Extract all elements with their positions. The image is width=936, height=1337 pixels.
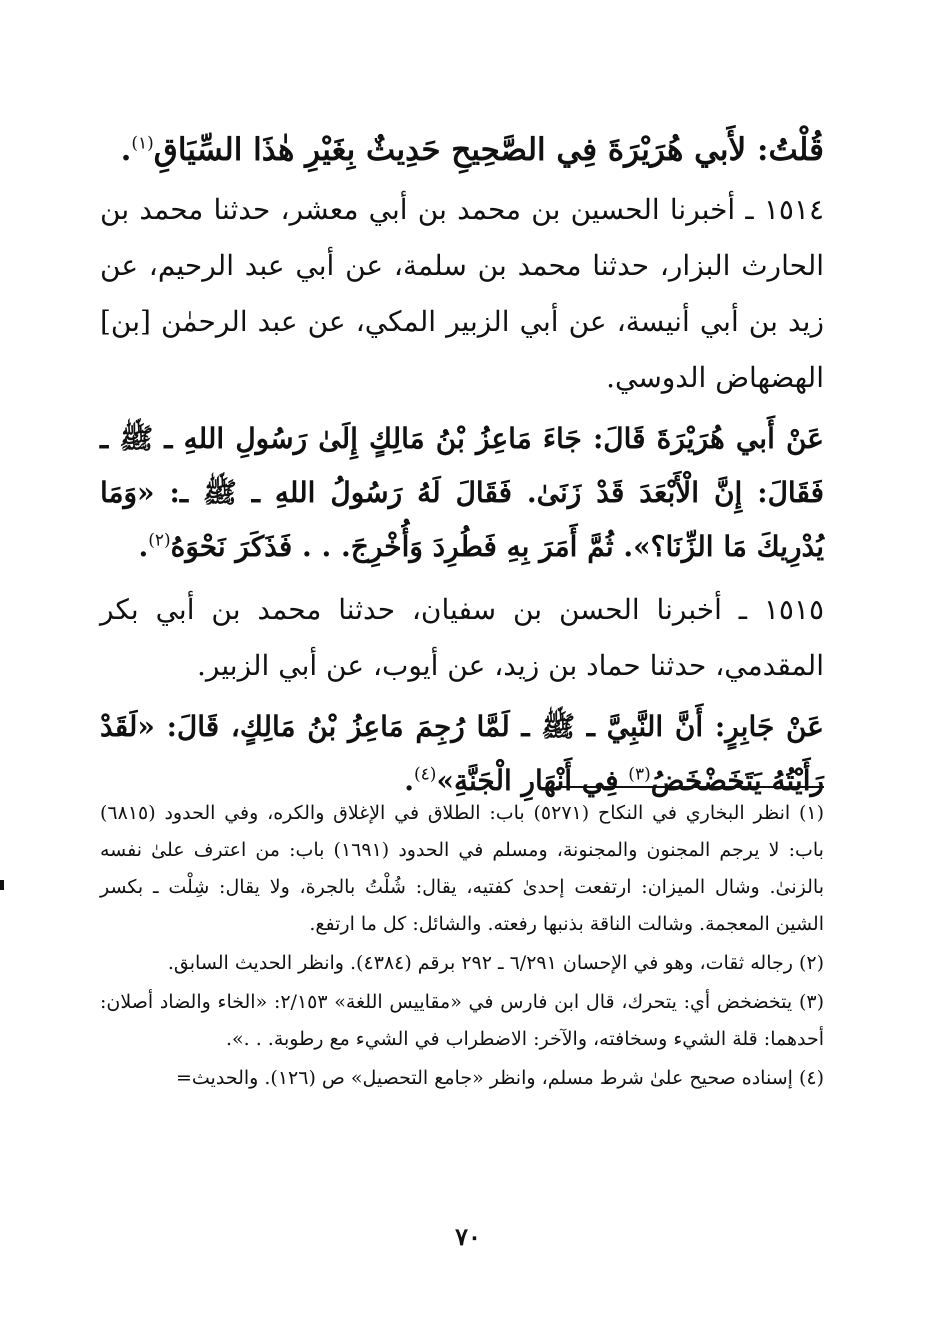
page-number: ٧٠ [455,1222,481,1251]
hadith-1515-matn [100,700,824,808]
section-heading [100,126,824,174]
hadith-1514-period: . [138,530,149,563]
heading-period: . [120,132,132,168]
footnote-4: (٤) إسناده صحيح علىٰ شرط مسلم، وانظر «جامع التحصيل» ص (١٢٦). والحديث= [175,1067,824,1089]
hadith-1515-matn-text: عَنْ جَابِرٍ: أَنَّ النَّبِيَّ ـ ﷺ ـ لَمَّا رُجِمَ مَاعِزُ بْنُ مَالِكٍ، قَالَ: «لَقَدْ رَأَيْتُهُ يَتَخَضْخَضُ [100,710,824,797]
footnote-3: (٣) يتخضخض أي: يتحرك، قال ابن فارس في «مقاييس اللغة» ٢/١٥٣: «الخاء والضاد أصلان: أحدهما: قلة الشيء وسخافته، والآخر: الاضطراب في الشيء مع رطوبة. . .». [100,991,824,1050]
hadith-1514-matn-text: عَنْ أَبي هُرَيْرَةَ قَالَ: جَاءَ مَاعِزُ بْنُ مَالِكٍ إِلَىٰ رَسُولِ اللهِ ـ ﷺ ـ فَقَالَ: إِنَّ الْأَبْعَدَ قَدْ زَنَىٰ. فَقَالَ لَهُ رَسُولُ اللهِ ـ ﷺ ـ: «وَمَا يُدْرِيكَ مَا الزِّنَا؟». ثُمَّ أَمَرَ بِهِ فَطُرِدَ وَأُخْرِجَ. . . فَذَكَرَ نَحْوَهُ [100,422,824,563]
hadith-1514-matn [100,412,824,574]
hadith-1515-isnad: ١٥١٥ ـ أخبرنا الحسن بن سفيان، حدثنا محمد بن أبي بكر المقدمي، حدثنا حماد بن زيد، عن أيوب، عن أبي الزبير. [100,593,824,682]
footnote-2: (٢) رجاله ثقات، وهو في الإحسان ٦/٢٩١ ـ ٢٩٢ برقم (٤٣٨٤). وانظر الحديث السابق. [167,952,824,974]
hadith-1515-footnote-ref-3: (٣) [628,764,651,785]
hadith-1515-footnote-ref-4: (٤) [414,764,437,785]
heading-text: قُلْتُ: لأَبي هُرَيْرَةَ فِي الصَّحِيحِ حَدِيثٌ بِغَيْرِ هٰذَا السِّيَاقِ [153,132,824,168]
hadith-1514-isnad: ١٥١٤ ـ أخبرنا الحسين بن محمد بن أبي معشر، حدثنا محمد بن الحارث البزار، حدثنا محمد بن سلمة، عن أبي عبد الرحيم، عن زيد بن أبي أنيسة، عن أبي الزبير المكي، عن عبد الرحمٰن [بن] الهضهاض الدوسي. [100,193,824,394]
footnotes [100,795,824,1099]
scan-edge-mark [0,880,4,890]
hadith-1515-period: . [404,764,415,797]
heading-footnote-ref: (١) [131,133,154,154]
main-text [100,95,824,816]
hadith-1515-matn-continuation: فِي أَنْهَارِ الْجَنَّةِ» [436,764,619,797]
footnote-1: (١) انظر البخاري في النكاح (٥٢٧١) باب: الطلاق في الإغلاق والكره، وفي الحدود (٦٨١٥) باب: لا يرجم المجنون والمجنونة، ومسلم في الحدود (١٦٩١) باب: من اعترف علىٰ نفسه بالزنىٰ. وشال الميزان: ارتفعت إحدىٰ كفتيه، يقال: شُلْتُ بالجرة، ولا يقال: شِلْت ـ بكسر الشين المعجمة. وشالت الناقة بذنبها رفعته. والشائل: كل ما ارتفع. [100,802,824,935]
footnote-separator [556,786,824,788]
hadith-1514-footnote-ref: (٢) [148,530,171,551]
